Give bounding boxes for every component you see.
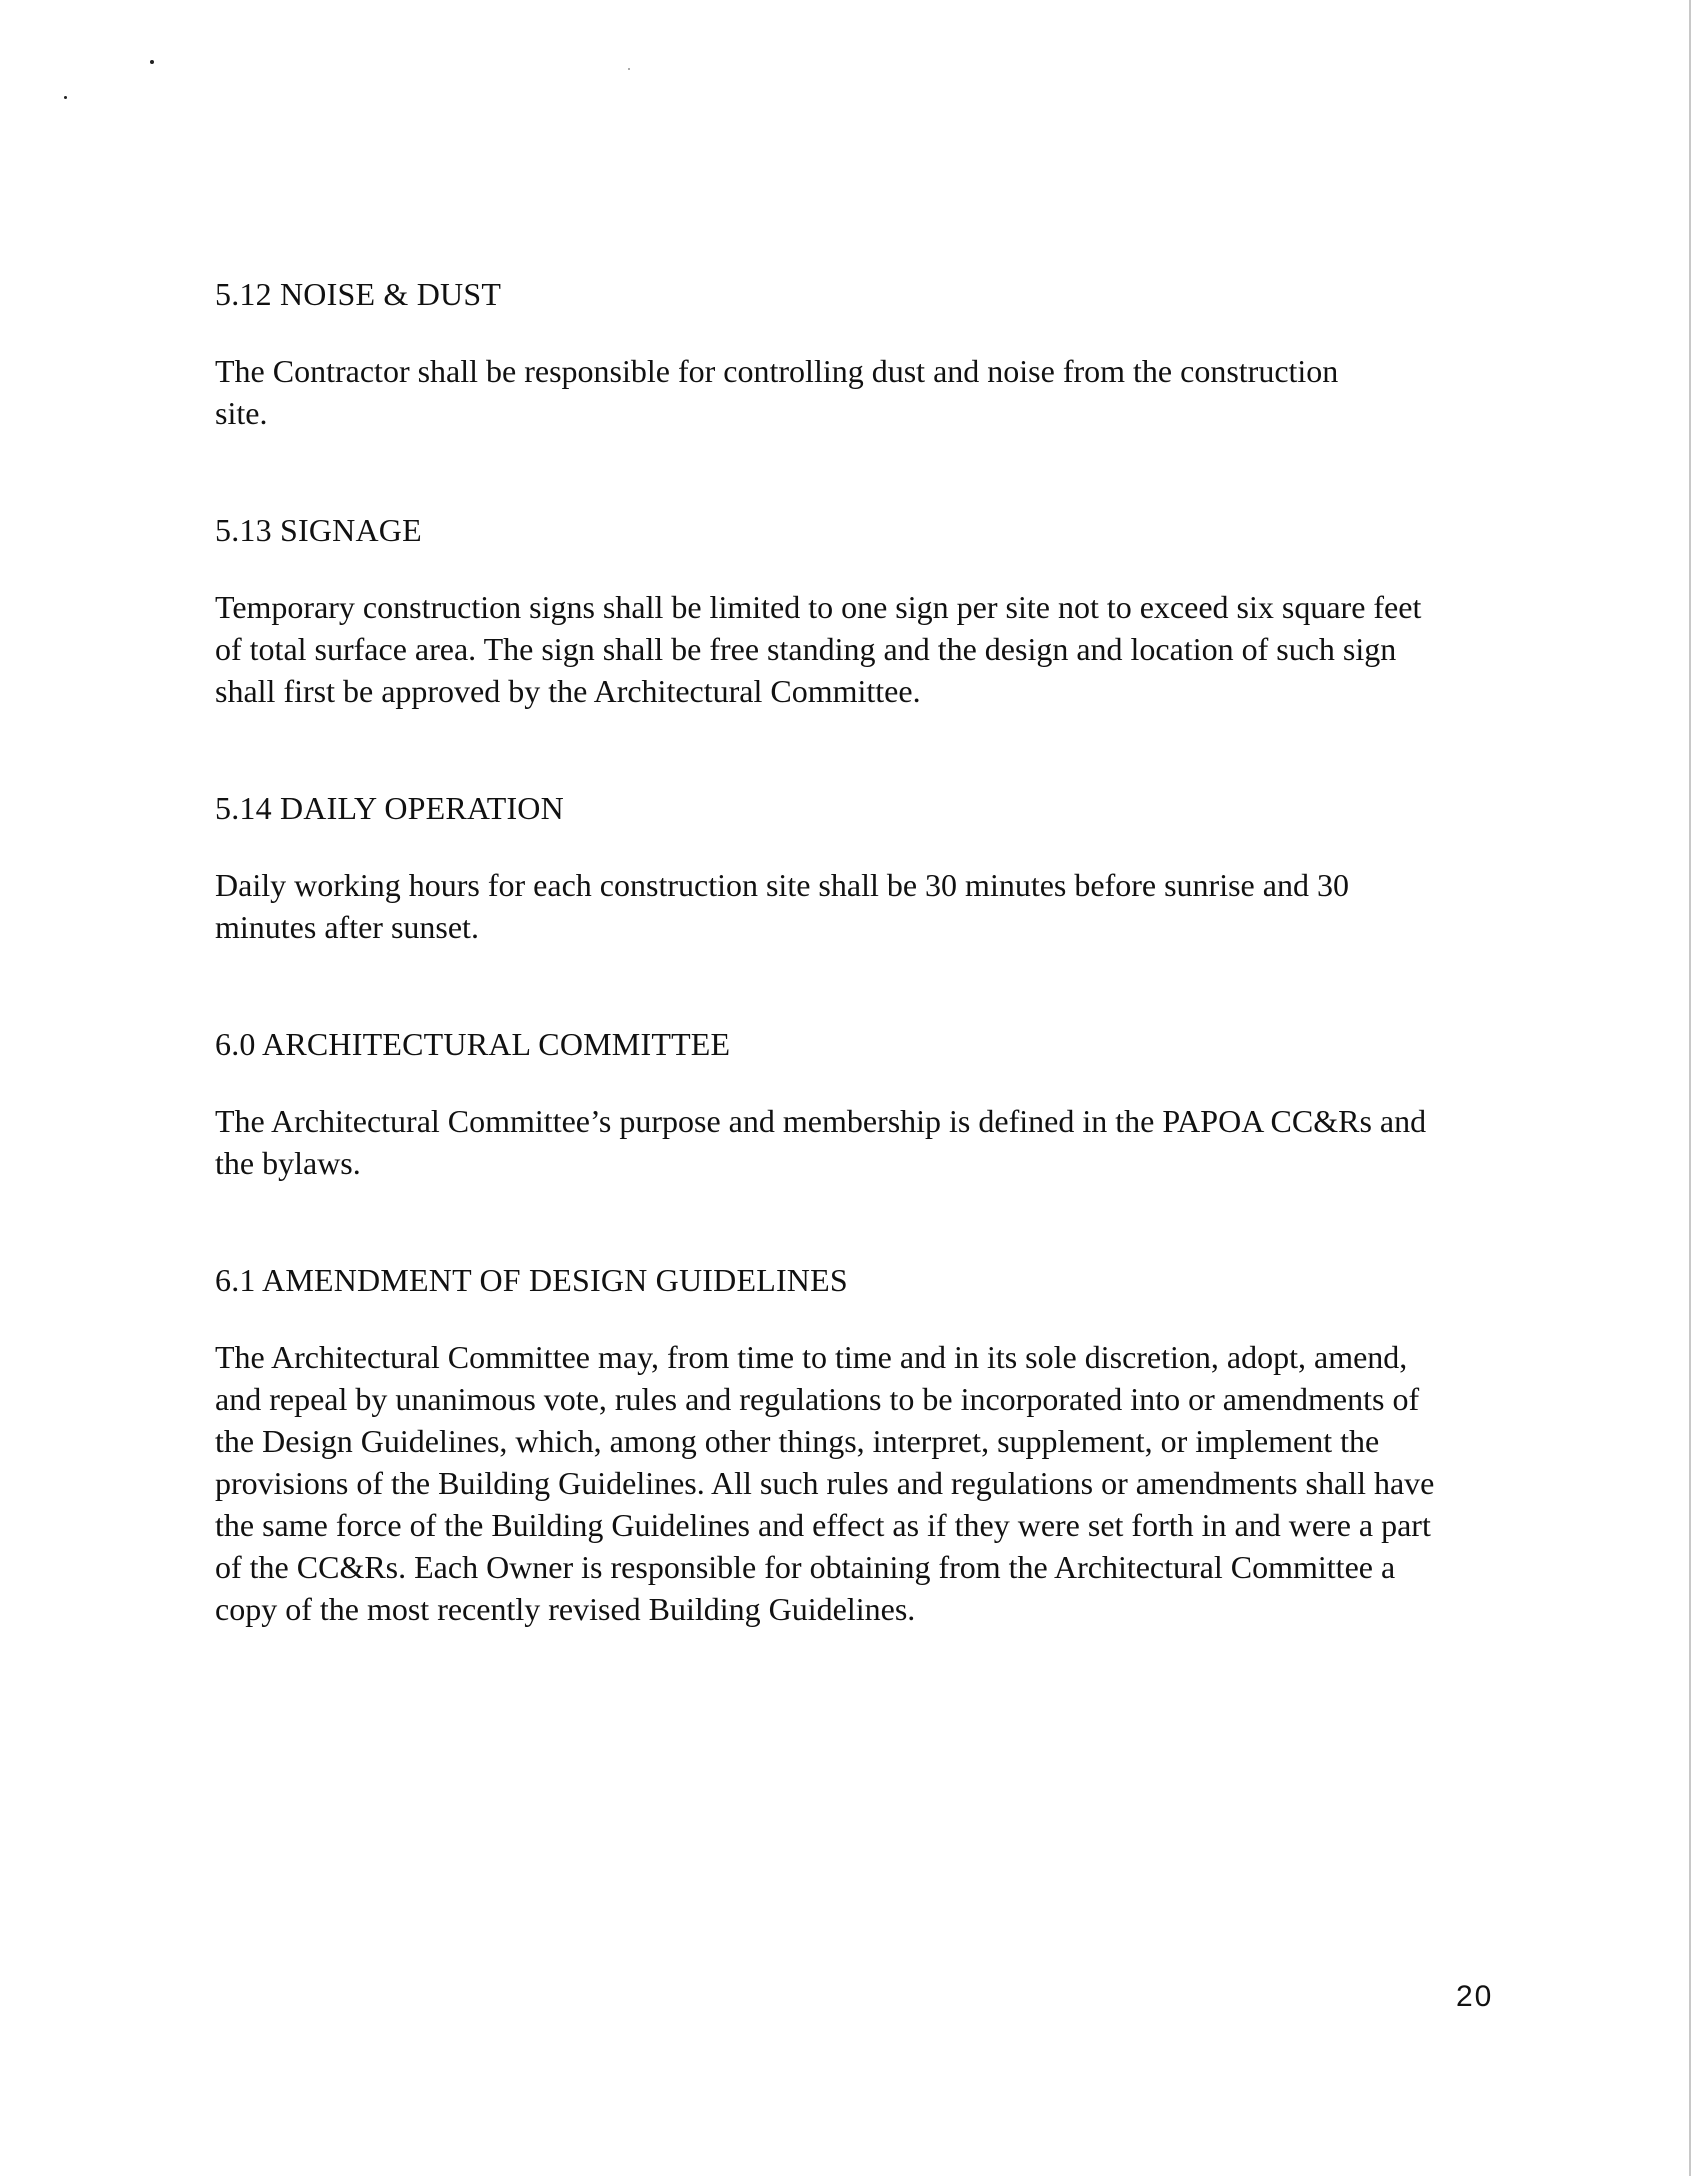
spacer	[215, 948, 1475, 1022]
section-noise-dust	[215, 272, 1475, 434]
section-daily-operation	[215, 786, 1475, 948]
spacer	[215, 434, 1475, 508]
scan-speck	[628, 68, 630, 70]
spacer	[215, 1184, 1475, 1258]
section-heading: 6.1 AMENDMENT OF DESIGN GUIDELINES	[215, 1262, 848, 1298]
document-body	[215, 272, 1475, 1630]
page-number: 20	[1456, 1980, 1494, 2013]
scan-edge-line	[1689, 0, 1691, 2176]
section-paragraph: The Contractor shall be responsible for controlling dust and noise from the construction site.	[215, 353, 1339, 431]
section-heading: 5.13 SIGNAGE	[215, 512, 422, 548]
section-heading: 5.14 DAILY OPERATION	[215, 790, 564, 826]
scan-speck	[150, 60, 154, 64]
scan-speck	[64, 96, 67, 99]
section-paragraph: The Architectural Committee’s purpose and membership is defined in the PAPOA CC&Rs and the bylaws.	[215, 1103, 1427, 1181]
section-architectural-committee	[215, 1022, 1475, 1184]
section-heading: 6.0 ARCHITECTURAL COMMITTEE	[215, 1026, 731, 1062]
section-paragraph: Temporary construction signs shall be limited to one sign per site not to exceed six square feet of total surface area. The sign shall be free standing and the design and location of such sign shall first be approved by the Architectural Committee.	[215, 589, 1422, 709]
section-signage	[215, 508, 1475, 712]
section-paragraph: Daily working hours for each construction site shall be 30 minutes before sunrise and 30 minutes after sunset.	[215, 867, 1349, 945]
section-paragraph: The Architectural Committee may, from time to time and in its sole discretion, adopt, amend, and repeal by unanimous vote, rules and regulations to be incorporated into or amendments of the Design Guidelines, which, among other things, interpret, supplement, or implement the provisions of the Building Guidelines. All such rules and regulations or amendments shall have the same force of the Building Guidelines and effect as if they were set forth in and were a part of the CC&Rs. Each Owner is responsible for obtaining from the Architectural Committee a copy of the most recently revised Building Guidelines.	[215, 1339, 1435, 1627]
section-amendment-guidelines	[215, 1258, 1475, 1630]
section-heading: 5.12 NOISE & DUST	[215, 276, 502, 312]
spacer	[215, 712, 1475, 786]
